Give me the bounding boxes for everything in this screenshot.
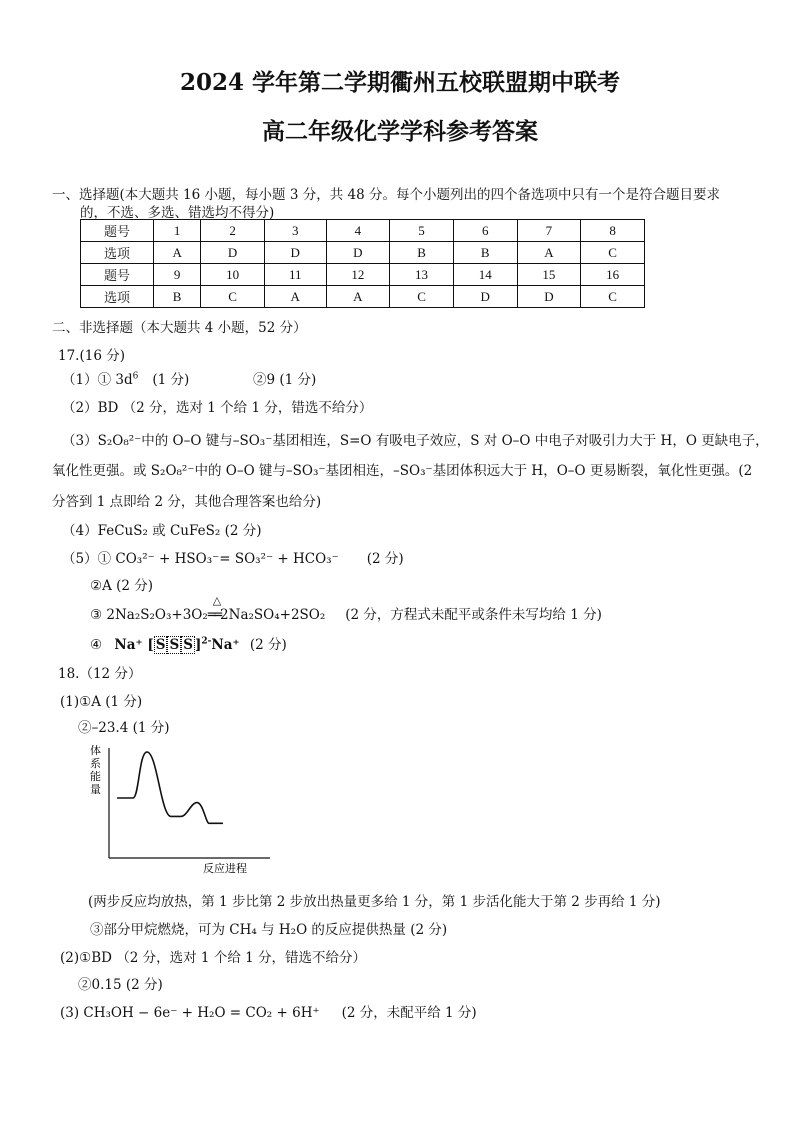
q17-part3-line1: （3）S₂O₈²⁻中的 O–O 键与–SO₃⁻基团相连，S=O 有吸电子效应，S 对 O–O 中电子对吸引力大于 H，O 更缺电子， (62, 433, 769, 449)
table-row (81, 286, 645, 308)
energy-curve (117, 752, 223, 823)
heating-condition: △ ══ (207, 594, 222, 623)
table-cell: A (517, 242, 581, 264)
table-cell: 7 (517, 220, 581, 242)
table-row-header: 选项 (81, 286, 154, 308)
table-row (81, 220, 645, 242)
table-cell: 12 (326, 264, 390, 286)
q17-part4: （4）FeCuS₂ 或 CuFeS₂ (2 分) (62, 523, 262, 539)
table-cell: D (264, 242, 326, 264)
q18-part3: (3) CH₃OH − 6e⁻ + H₂O = CO₂ + 6H⁺ (2 分，未配平给 1 分) (60, 1005, 477, 1021)
section2-heading: 二、非选择题（本大题共 4 小题，52 分） (52, 320, 307, 336)
answer-table (80, 219, 645, 308)
q17-part3-line2: 氧化性更强。或 S₂O₈²⁻中的 O–O 键与–SO₃⁻基团相连，–SO₃⁻基团体积远大于 H，O–O 更易断裂，氧化性更强。(2 (52, 463, 753, 479)
y-axis-label-char: 系 (90, 757, 101, 770)
table-cell: 15 (517, 264, 581, 286)
q17-part1b: ②9 (1 分) (253, 372, 317, 388)
table-cell: 16 (581, 264, 645, 286)
page-title: 2024 学年第二学期衢州五校联盟期中联考 (179, 69, 621, 96)
table-cell: 4 (326, 220, 390, 242)
y-axis-label-char: 量 (90, 783, 101, 796)
q18-graph-note: (两步反应均放热，第 1 步比第 2 步放出热量更多给 1 分，第 1 步活化能大于第 2 步再给 1 分) (88, 894, 661, 910)
table-cell: 9 (154, 264, 201, 286)
table-row (81, 242, 645, 264)
table-cell: 3 (264, 220, 326, 242)
table-cell: 5 (390, 220, 454, 242)
table-cell: B (390, 242, 454, 264)
table-row-header: 题号 (81, 220, 154, 242)
table-cell: 2 (201, 220, 265, 242)
y-axis-label-char: 体 (90, 744, 101, 757)
table-row-header: 选项 (81, 242, 154, 264)
table-cell: 6 (453, 220, 517, 242)
table-cell: 13 (390, 264, 454, 286)
q18-part1c: ③部分甲烷燃烧，可为 CH₄ 与 H₂O 的反应提供热量 (2 分) (90, 922, 448, 938)
table-cell: D (201, 242, 265, 264)
table-cell: A (264, 286, 326, 308)
energy-profile-graph (85, 740, 285, 880)
page-subtitle: 高二年级化学学科参考答案 (262, 118, 538, 145)
q18-part1a: (1)①A (1 分) (60, 694, 143, 710)
table-cell: C (581, 286, 645, 308)
table-cell: D (453, 286, 517, 308)
table-cell: C (201, 286, 265, 308)
table-cell: A (326, 286, 390, 308)
table-cell: C (390, 286, 454, 308)
y-axis-label-char: 能 (90, 770, 101, 783)
q17-part5b: ②A (2 分) (90, 578, 154, 594)
q17-part1a: （1）① $3d^6$ (1 分) (62, 371, 190, 388)
q17-part5d-electron-formula: ④ Na⁺ [ S S S ]$^{2-}$Na⁺ (2 分) (90, 636, 287, 653)
x-axis-label: 反应进程 (203, 862, 247, 875)
q18-part1b: ②–23.4 (1 分) (78, 720, 170, 736)
q18-part2a: (2)①BD （2 分，选对 1 个给 1 分，错选不给分） (60, 950, 366, 966)
table-cell: 8 (581, 220, 645, 242)
q17-part5a: （5）① CO₃²⁻ + HSO₃⁻= SO₃²⁻ + HCO₃⁻ (2 分) (62, 551, 404, 567)
q17-part3-line3: 分答到 1 点即给 2 分，其他合理答案也给分) (52, 494, 322, 510)
table-cell: B (154, 286, 201, 308)
table-cell: D (326, 242, 390, 264)
q18-part2b: ②0.15 (2 分) (78, 977, 163, 993)
section1-instructions-line2: 的，不选、多选、错选均不得分) (80, 205, 275, 221)
q17-heading: 17.(16 分) (58, 348, 125, 364)
table-cell: B (453, 242, 517, 264)
table-cell: C (581, 242, 645, 264)
table-cell: 1 (154, 220, 201, 242)
section1-instructions-line1: 一、选择题(本大题共 16 小题，每小题 3 分，共 48 分。每个小题列出的四个备选项中只有一个是符合题目要求 (52, 187, 720, 203)
table-row-header: 题号 (81, 264, 154, 286)
table-cell: 14 (453, 264, 517, 286)
q17-part2: （2）BD （2 分，选对 1 个给 1 分，错选不给分） (62, 400, 373, 416)
table-cell: 10 (201, 264, 265, 286)
table-row (81, 264, 645, 286)
table-cell: 11 (264, 264, 326, 286)
q18-heading: 18.（12 分） (58, 666, 142, 682)
table-cell: D (517, 286, 581, 308)
q17-part5c: ③ 2Na₂S₂O₃+3O₂ △ ══2Na₂SO₄+2SO₂ (2 分，方程式未配平或条件未写均给 1 分) (90, 594, 602, 623)
table-cell: A (154, 242, 201, 264)
